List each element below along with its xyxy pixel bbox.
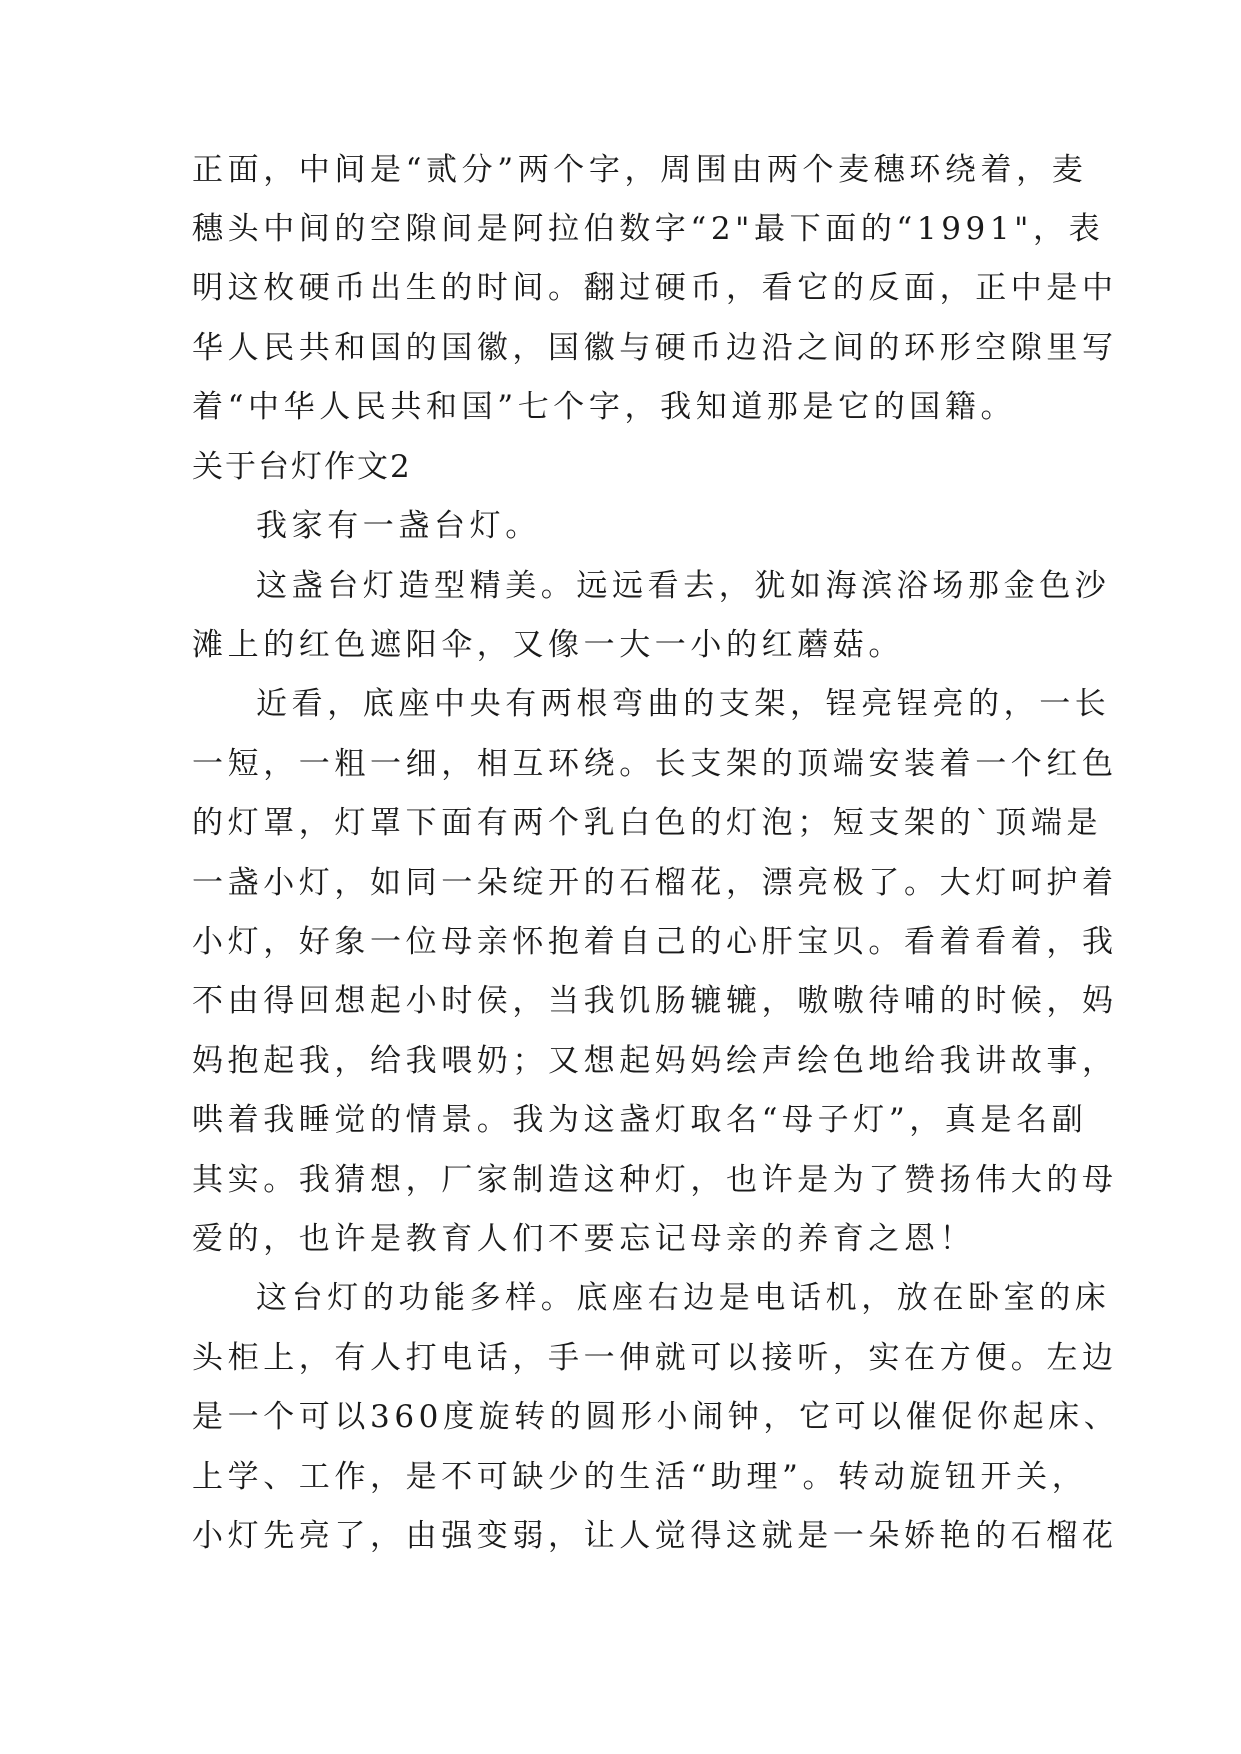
- text-line: 不由得回想起小时侯，当我饥肠辘辘，嗷嗷待哺的时候，妈: [192, 983, 1118, 1019]
- text-line: 妈抱起我，给我喂奶；又想起妈妈绘声绘色地给我讲故事，: [192, 1043, 1118, 1079]
- text-line: 着“中华人民共和国”七个字，我知道那是它的国籍。: [192, 389, 1017, 425]
- text-line: 头柜上，有人打电话，手一伸就可以接听，实在方便。左边: [192, 1340, 1118, 1376]
- section-heading: 关于台灯作文2: [192, 449, 412, 485]
- text-line: 的灯罩，灯罩下面有两个乳白色的灯泡；短支架的`顶端是: [192, 805, 1103, 841]
- text-line: 上学、工作，是不可缺少的生活“助理”。转动旋钮开关，: [192, 1459, 1088, 1495]
- text-line: 小灯先亮了，由强变弱，让人觉得这就是一朵娇艳的石榴花: [192, 1518, 1118, 1554]
- text-line: 这盏台灯造型精美。远远看去，犹如海滨浴场那金色沙: [256, 568, 1111, 604]
- text-line: 穗头中间的空隙间是阿拉伯数字“2"最下面的“1991"，表: [192, 211, 1105, 247]
- text-line: 一盏小灯，如同一朵绽开的石榴花，漂亮极了。大灯呵护着: [192, 865, 1118, 901]
- text-line: 是一个可以360度旋转的圆形小闹钟，它可以催促你起床、: [192, 1399, 1120, 1435]
- text-line: 这台灯的功能多样。底座右边是电话机，放在卧室的床: [256, 1280, 1111, 1316]
- text-line: 近看，底座中央有两根弯曲的支架，锃亮锃亮的，一长: [256, 686, 1111, 722]
- text-line: 爱的，也许是教育人们不要忘记母亲的养育之恩！: [192, 1221, 976, 1257]
- text-line: 正面，中间是“贰分”两个字，周围由两个麦穗环绕着，麦: [192, 152, 1088, 188]
- text-line: 哄着我睡觉的情景。我为这盏灯取名“母子灯”，真是名副: [192, 1102, 1088, 1138]
- text-line: 明这枚硬币出生的时间。翻过硬币，看它的反面，正中是中: [192, 270, 1118, 306]
- text-line: 华人民共和国的国徽，国徽与硬币边沿之间的环形空隙里写: [192, 330, 1118, 366]
- text-line: 其实。我猜想，厂家制造这种灯，也许是为了赞扬伟大的母: [192, 1162, 1118, 1198]
- text-line: 我家有一盏台灯。: [256, 508, 541, 544]
- text-line: 一短，一粗一细，相互环绕。长支架的顶端安装着一个红色: [192, 746, 1118, 782]
- text-line: 小灯，好象一位母亲怀抱着自己的心肝宝贝。看着看着，我: [192, 924, 1118, 960]
- text-line: 滩上的红色遮阳伞，又像一大一小的红蘑菇。: [192, 627, 904, 663]
